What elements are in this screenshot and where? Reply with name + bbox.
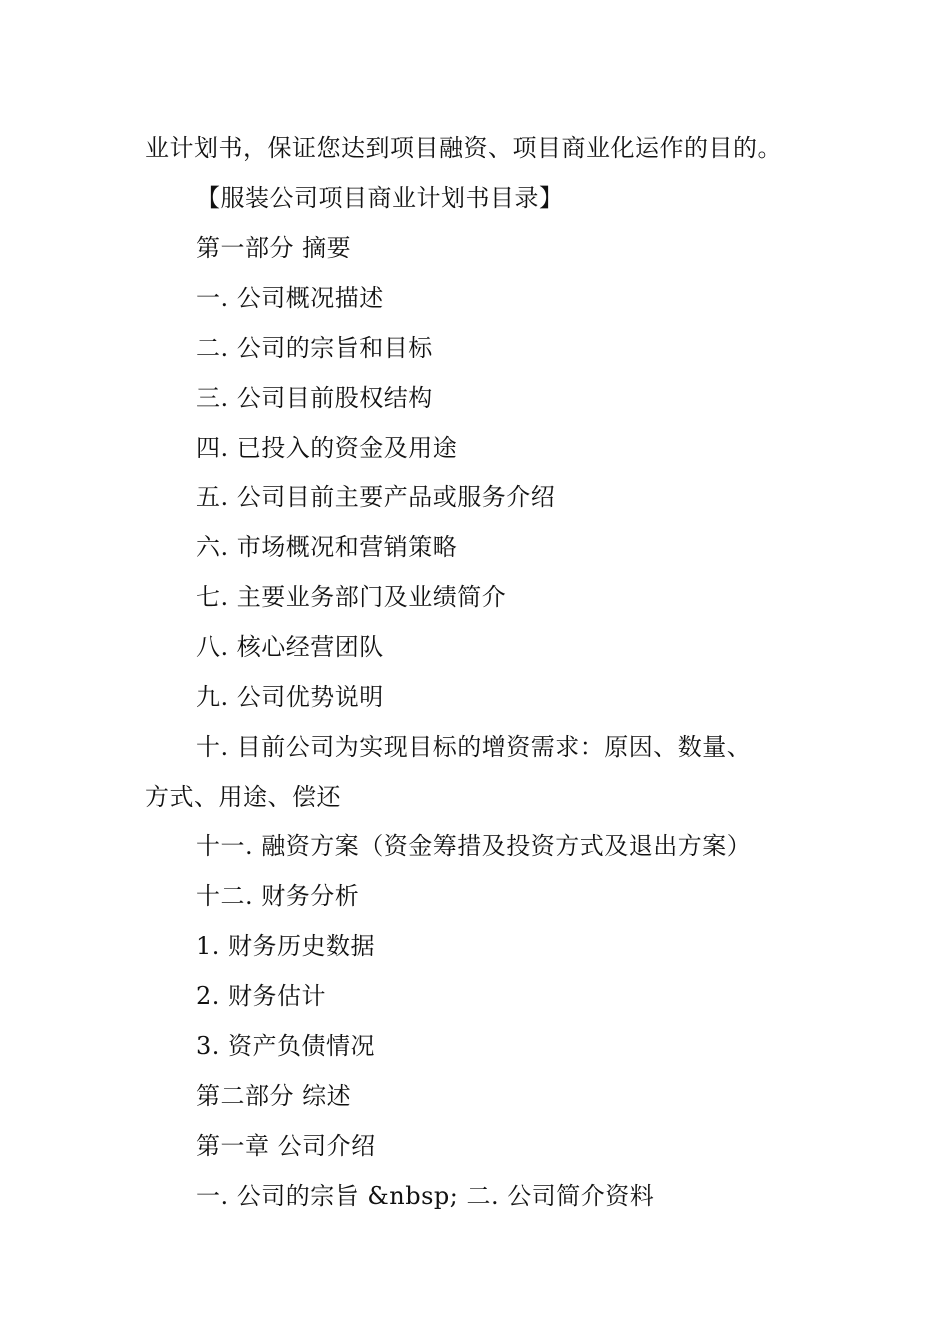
toc-chapter-1-items: 一. 公司的宗旨 &nbsp; 二. 公司简介资料 (196, 1182, 655, 1210)
toc-chapter-1: 第一章 公司介绍 (196, 1132, 376, 1160)
toc-item-6: 六. 市场概况和营销策略 (196, 533, 458, 561)
toc-subitem-2: 2. 财务估计 (196, 982, 327, 1010)
toc-subitem-1: 1. 财务历史数据 (196, 932, 376, 960)
toc-item-10: 十. 目前公司为实现目标的增资需求：原因、数量、 (196, 733, 752, 761)
toc-item-2: 二. 公司的宗旨和目标 (196, 334, 433, 362)
toc-part-1: 第一部分 摘要 (196, 234, 352, 262)
text-line-continuation: 业计划书，保证您达到项目融资、项目商业化运作的目的。 (145, 134, 782, 162)
toc-item-1: 一. 公司概况描述 (196, 284, 384, 312)
toc-item-8: 八. 核心经营团队 (196, 633, 384, 661)
toc-item-3: 三. 公司目前股权结构 (196, 384, 433, 412)
toc-item-5: 五. 公司目前主要产品或服务介绍 (196, 483, 556, 511)
toc-item-11: 十一. 融资方案（资金筹措及投资方式及退出方案） (196, 832, 752, 860)
toc-part-2: 第二部分 综述 (196, 1082, 352, 1110)
toc-item-10-continuation: 方式、用途、偿还 (145, 783, 341, 811)
toc-item-7: 七. 主要业务部门及业绩简介 (196, 583, 507, 611)
toc-subitem-3: 3. 资产负债情况 (196, 1032, 376, 1060)
toc-item-12: 十二. 财务分析 (196, 882, 360, 910)
toc-item-4: 四. 已投入的资金及用途 (196, 434, 458, 462)
toc-heading: 【服装公司项目商业计划书目录】 (196, 184, 564, 212)
toc-item-9: 九. 公司优势说明 (196, 683, 384, 711)
